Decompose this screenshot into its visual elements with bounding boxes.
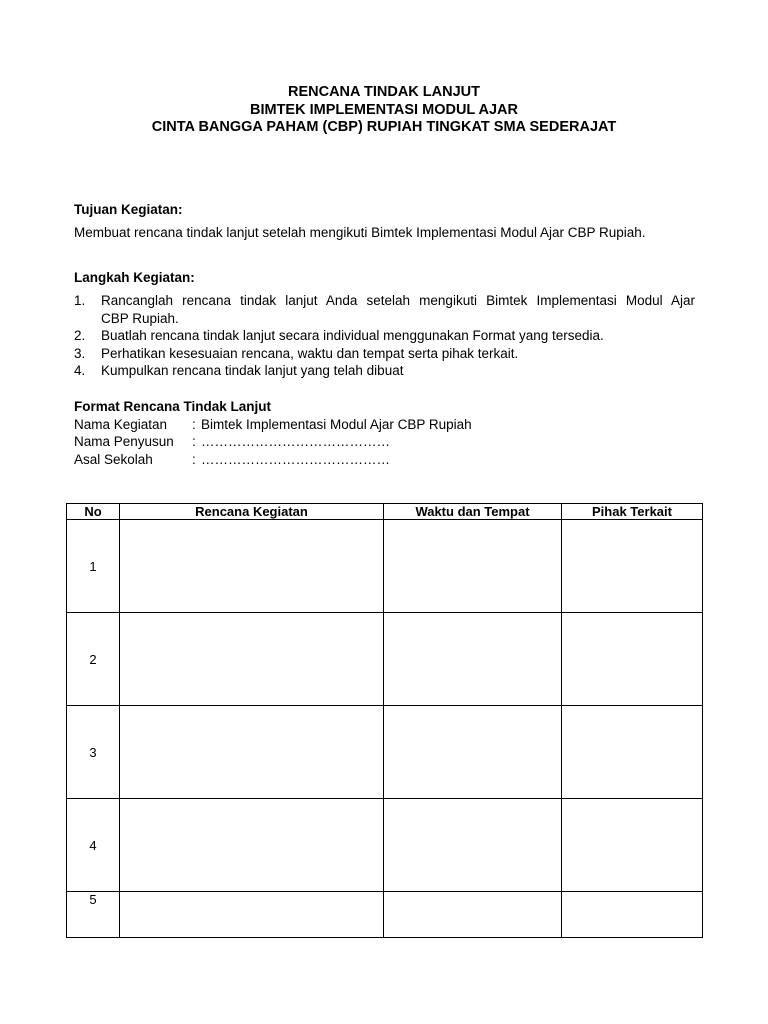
plan-table	[66, 503, 703, 938]
format-colon: :	[192, 451, 196, 467]
list-item-text-line1: Rancanglah rencana tindak lanjut Anda setelah mengikuti Bimtek Implementasi Modul Ajar	[101, 293, 695, 308]
table-row	[67, 613, 703, 706]
format-title: Format Rencana Tindak Lanjut	[74, 399, 272, 414]
cell-rencana-kegiatan[interactable]	[120, 520, 384, 613]
list-item-text: Buatlah rencana tindak lanjut secara individual menggunakan Format yang tersedia.	[101, 328, 604, 343]
column-header-rencana-kegiatan: Rencana Kegiatan	[120, 504, 384, 520]
format-colon: :	[192, 434, 196, 449]
cell-waktu-dan-tempat[interactable]	[384, 613, 562, 706]
list-item-number: 1.	[74, 293, 86, 308]
row-number: 4	[67, 799, 120, 892]
document-header	[0, 84, 768, 137]
format-value: ……………………………………	[201, 434, 390, 449]
list-item-number: 3.	[74, 345, 86, 361]
format-label: Nama Kegiatan	[74, 416, 168, 432]
format-value: ……………………………………	[201, 451, 390, 467]
list-item	[74, 292, 695, 327]
table-row	[67, 520, 703, 613]
cell-rencana-kegiatan[interactable]	[120, 892, 384, 938]
table-row	[67, 799, 703, 892]
cell-waktu-dan-tempat[interactable]	[384, 706, 562, 799]
cell-waktu-dan-tempat[interactable]	[384, 799, 562, 892]
cell-waktu-dan-tempat[interactable]	[384, 892, 562, 938]
langkah-list	[74, 292, 695, 380]
cell-waktu-dan-tempat[interactable]	[384, 520, 562, 613]
column-header-no: No	[67, 504, 120, 520]
format-label: Nama Penyusun	[74, 434, 174, 449]
table-header-row	[67, 504, 703, 520]
list-item	[74, 362, 695, 380]
list-item-text	[101, 292, 695, 327]
list-item-text: Kumpulkan rencana tindak lanjut yang telah dibuat	[101, 363, 404, 378]
row-number: 3	[67, 706, 120, 799]
cell-pihak-terkait[interactable]	[562, 706, 703, 799]
format-row-nama-penyusun	[74, 433, 472, 451]
cell-rencana-kegiatan[interactable]	[120, 706, 384, 799]
document-title: RENCANA TINDAK LANJUT	[288, 84, 480, 100]
format-colon: :	[192, 416, 196, 432]
list-item-number: 4.	[74, 363, 86, 378]
list-item-number: 2.	[74, 328, 86, 343]
format-row-nama-kegiatan	[74, 416, 472, 434]
tujuan-text: Membuat rencana tindak lanjut setelah mengikuti Bimtek Implementasi Modul Ajar CBP Rupiah.	[74, 225, 646, 240]
format-label: Asal Sekolah	[74, 451, 153, 467]
cell-rencana-kegiatan[interactable]	[120, 613, 384, 706]
row-number: 2	[67, 613, 120, 706]
table-row	[67, 706, 703, 799]
format-value: Bimtek Implementasi Modul Ajar CBP Rupiah	[201, 416, 472, 432]
langkah-heading: Langkah Kegiatan:	[74, 270, 195, 285]
cell-pihak-terkait[interactable]	[562, 613, 703, 706]
format-block	[74, 398, 472, 468]
cell-pihak-terkait[interactable]	[562, 520, 703, 613]
document-subtitle: BIMTEK IMPLEMENTASI MODUL AJAR	[250, 101, 518, 118]
cell-rencana-kegiatan[interactable]	[120, 799, 384, 892]
format-row-asal-sekolah	[74, 451, 472, 469]
document-subtitle-2: CINTA BANGGA PAHAM (CBP) RUPIAH TINGKAT SMA SEDERAJAT	[151, 119, 617, 135]
cell-pihak-terkait[interactable]	[562, 892, 703, 938]
column-header-waktu-dan-tempat: Waktu dan Tempat	[384, 504, 562, 520]
table-row	[67, 892, 703, 938]
list-item-text-line2: CBP Rupiah.	[101, 310, 179, 326]
row-number: 1	[67, 520, 120, 613]
tujuan-heading: Tujuan Kegiatan:	[74, 202, 183, 217]
list-item-text: Perhatikan kesesuaian rencana, waktu dan tempat serta pihak terkait.	[101, 345, 519, 361]
list-item	[74, 327, 695, 345]
cell-pihak-terkait[interactable]	[562, 799, 703, 892]
list-item	[74, 345, 695, 363]
row-number: 5	[67, 892, 120, 938]
column-header-pihak-terkait: Pihak Terkait	[562, 504, 703, 520]
